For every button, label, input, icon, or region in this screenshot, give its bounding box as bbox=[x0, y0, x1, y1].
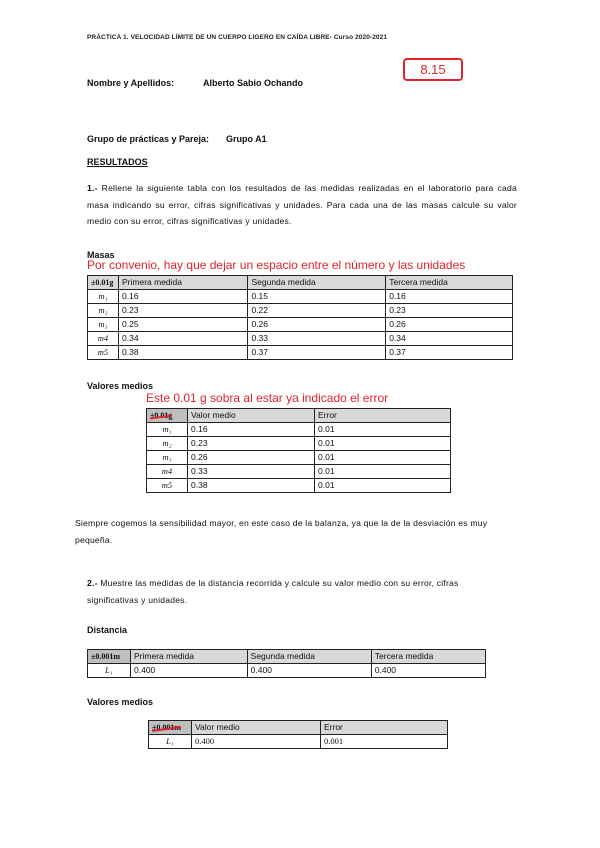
cell: 0.33 bbox=[188, 465, 315, 479]
masses-corner-cell: ±0.01g bbox=[88, 276, 119, 290]
row-label: m₃ bbox=[88, 318, 119, 332]
course-title: PRÁCTICA 1. VELOCIDAD LÍMITE DE UN CUERPO LIGERO EN CAÍDA LIBRE- Curso 2020-2021 bbox=[87, 34, 388, 41]
masses-table bbox=[87, 275, 513, 360]
cell: 0.001 bbox=[321, 735, 448, 749]
struck-units: ±0.001m bbox=[152, 723, 182, 732]
cell: 0.01 bbox=[315, 479, 451, 493]
masses-convention-note: Por convenio, hay que dejar un espacio entre el número y las unidades bbox=[87, 258, 466, 272]
cell: 0.400 bbox=[371, 664, 485, 678]
cell: 0.37 bbox=[248, 346, 386, 360]
table-row bbox=[149, 735, 448, 749]
group-label: Grupo de prácticas y Pareja: bbox=[87, 134, 210, 144]
struck-units: ±0.01g bbox=[150, 411, 173, 420]
sensitivity-note: Siempre cogemos la sensibilidad mayor, en este caso de la balanza, ya que la de la desviación es muy pequeña. bbox=[75, 518, 488, 545]
cell: 0.400 bbox=[192, 735, 321, 749]
masses-col-header-1: Primera medida bbox=[119, 276, 248, 290]
name-label: Nombre y Apellidos: bbox=[87, 78, 175, 88]
distance-col-header-3: Tercera medida bbox=[371, 650, 485, 664]
cell: 0.22 bbox=[248, 304, 386, 318]
mass-means-corner-cell bbox=[147, 409, 188, 423]
question-1 bbox=[87, 180, 517, 230]
distance-table-header bbox=[88, 650, 486, 664]
distance-col-header-1: Primera medida bbox=[131, 650, 248, 664]
cell: 0.25 bbox=[119, 318, 248, 332]
cell: 0.26 bbox=[386, 318, 513, 332]
cell: 0.01 bbox=[315, 465, 451, 479]
question-1-text: Rellene la siguiente tabla con los resultados de las medidas realizadas en el laboratorio para cada masa indicando su error, cifras significativas y unidades. Para cada una de las masas calcule su valor medio con su error, cifras significativas y unidades. bbox=[87, 183, 517, 226]
distance-heading: Distancia bbox=[87, 625, 128, 635]
cell: 0.23 bbox=[119, 304, 248, 318]
mass-means-heading: Valores medios bbox=[87, 381, 154, 391]
distance-table bbox=[87, 649, 486, 678]
cell: 0.01 bbox=[315, 437, 451, 451]
row-label: m₂ bbox=[147, 437, 188, 451]
distance-col-header-2: Segunda medida bbox=[247, 650, 371, 664]
table-row bbox=[88, 304, 513, 318]
cell: 0.400 bbox=[247, 664, 371, 678]
distance-means-col-header-2: Error bbox=[321, 721, 448, 735]
mass-means-table bbox=[146, 408, 451, 493]
cell: 0.16 bbox=[119, 290, 248, 304]
cell: 0.37 bbox=[386, 346, 513, 360]
cell: 0.01 bbox=[315, 423, 451, 437]
cell: 0.16 bbox=[188, 423, 315, 437]
table-row bbox=[88, 346, 513, 360]
mass-means-col-header-2: Error bbox=[315, 409, 451, 423]
cell: 0.15 bbox=[248, 290, 386, 304]
row-label: L₁ bbox=[149, 735, 192, 749]
distance-corner-cell: ±0.001m bbox=[88, 650, 131, 664]
mass-means-note: Este 0.01 g sobra al estar ya indicado el error bbox=[146, 391, 389, 405]
mass-means-col-header-1: Valor medio bbox=[188, 409, 315, 423]
masses-table-header bbox=[88, 276, 513, 290]
table-row bbox=[88, 290, 513, 304]
table-row bbox=[147, 451, 451, 465]
row-label: m5 bbox=[88, 346, 119, 360]
results-heading: RESULTADOS bbox=[87, 157, 148, 167]
row-label: m4 bbox=[88, 332, 119, 346]
cell: 0.38 bbox=[188, 479, 315, 493]
question-2-number: 2.- bbox=[87, 578, 98, 588]
question-1-number: 1.- bbox=[87, 183, 98, 193]
row-label: m₃ bbox=[147, 451, 188, 465]
cell: 0.26 bbox=[248, 318, 386, 332]
row-label: m₁ bbox=[88, 290, 119, 304]
table-row bbox=[88, 664, 486, 678]
group-value: Grupo A1 bbox=[226, 134, 267, 144]
cell: 0.23 bbox=[386, 304, 513, 318]
cell: 0.16 bbox=[386, 290, 513, 304]
question-2 bbox=[87, 575, 507, 608]
cell: 0.26 bbox=[188, 451, 315, 465]
masses-col-header-2: Segunda medida bbox=[248, 276, 386, 290]
cell: 0.34 bbox=[386, 332, 513, 346]
cell: 0.23 bbox=[188, 437, 315, 451]
distance-means-table bbox=[148, 720, 448, 749]
distance-means-heading: Valores medios bbox=[87, 697, 154, 707]
masses-heading: Masas bbox=[87, 250, 115, 260]
cell: 0.400 bbox=[131, 664, 248, 678]
distance-means-corner-cell bbox=[149, 721, 192, 735]
table-row bbox=[88, 318, 513, 332]
masses-col-header-3: Tercera medida bbox=[386, 276, 513, 290]
question-2-text: Muestre las medidas de la distancia recorrida y calcule su valor medio con su error, cifras significativas y unidades. bbox=[87, 578, 459, 605]
table-row bbox=[147, 465, 451, 479]
mass-means-table-header bbox=[147, 409, 451, 423]
cell: 0.34 bbox=[119, 332, 248, 346]
row-label: m₁ bbox=[147, 423, 188, 437]
table-row bbox=[147, 437, 451, 451]
row-label: m5 bbox=[147, 479, 188, 493]
distance-means-table-header bbox=[149, 721, 448, 735]
table-row bbox=[147, 479, 451, 493]
row-label: m4 bbox=[147, 465, 188, 479]
cell: 0.33 bbox=[248, 332, 386, 346]
grade-box: 8.15 bbox=[403, 58, 463, 81]
row-label: L₁ bbox=[88, 664, 131, 678]
distance-means-col-header-1: Valor medio bbox=[192, 721, 321, 735]
cell: 0.01 bbox=[315, 451, 451, 465]
table-row bbox=[147, 423, 451, 437]
table-row bbox=[88, 332, 513, 346]
row-label: m₂ bbox=[88, 304, 119, 318]
name-value: Alberto Sabio Ochando bbox=[203, 78, 304, 88]
cell: 0.38 bbox=[119, 346, 248, 360]
